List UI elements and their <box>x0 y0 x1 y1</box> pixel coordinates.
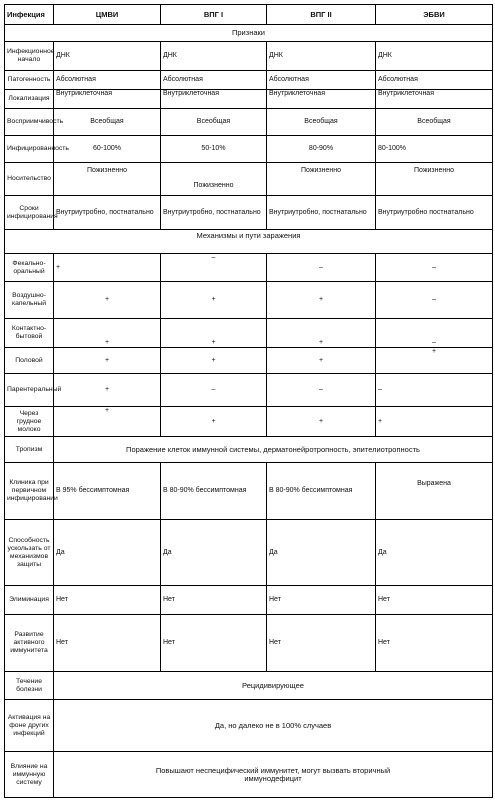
table-cell: Всеобщая <box>267 109 376 136</box>
table-row <box>5 136 493 163</box>
table-cell: 80-100% <box>376 136 493 163</box>
table-cell: Внутриутробно постнатально <box>376 196 493 230</box>
header-row <box>5 5 493 25</box>
merged-cell: Поражение клеток иммунной системы, дерматонейротропность, эпителиотропность <box>54 437 493 463</box>
table-row <box>5 700 493 752</box>
header-ebvi: ЭБВИ <box>376 5 493 25</box>
table-cell: Да <box>267 520 376 586</box>
header-infection: Инфекция <box>5 5 54 25</box>
table-row <box>5 196 493 230</box>
row-label: Патогенность <box>5 71 54 90</box>
table-cell: + <box>54 254 161 282</box>
table-cell: В 80-90% бессимптомная <box>267 463 376 520</box>
row-label: Течение болезни <box>5 672 54 700</box>
table-cell: + <box>54 319 161 348</box>
row-label: Элиминация <box>5 586 54 615</box>
row-label: Способность ускользать от механизмов защиты <box>5 520 54 586</box>
table-row <box>5 71 493 90</box>
table-cell: Выражена <box>376 463 493 520</box>
table-cell: Всеобщая <box>54 109 161 136</box>
row-label: Контактно-бытовой <box>5 319 54 348</box>
table-cell: + <box>54 407 161 437</box>
row-label: Через грудное молоко <box>5 407 54 437</box>
table-cell: Внутриутробно, постнатально <box>267 196 376 230</box>
table-row <box>5 615 493 672</box>
section-routes: Механизмы и пути заражения <box>5 230 493 254</box>
table-cell: + <box>161 348 267 374</box>
table-row <box>5 163 493 196</box>
merged-cell: Да, но далеко не в 100% случаев <box>54 700 493 752</box>
table-cell: – <box>161 254 267 282</box>
table-cell: + <box>161 407 267 437</box>
table-cell: + <box>54 348 161 374</box>
row-label: Инфицированность <box>5 136 54 163</box>
table-cell: Пожизненно <box>54 163 161 196</box>
row-label: Влияние на иммунную систему <box>5 752 54 798</box>
table-cell: 50-10% <box>161 136 267 163</box>
row-label: Восприимчивость <box>5 109 54 136</box>
table-row <box>5 319 493 348</box>
table-cell: + <box>161 319 267 348</box>
table-row <box>5 437 493 463</box>
table-cell: ДНК <box>376 42 493 71</box>
table-row <box>5 42 493 71</box>
table-cell: В 80-90% бессимптомная <box>161 463 267 520</box>
table-cell: – <box>376 319 493 348</box>
table-cell: Нет <box>161 586 267 615</box>
header-vpg1: ВПГ I <box>161 5 267 25</box>
table-cell: Да <box>54 520 161 586</box>
row-label: Парентеральный <box>5 374 54 407</box>
row-label: Развитие активного иммунитета <box>5 615 54 672</box>
table-cell: + <box>267 407 376 437</box>
table-row <box>5 407 493 437</box>
table-row <box>5 282 493 319</box>
row-label: Активация на фоне других инфекций <box>5 700 54 752</box>
row-label: Носительство <box>5 163 54 196</box>
table-cell: + <box>54 282 161 319</box>
table-cell: Внутриутробно, постнатально <box>161 196 267 230</box>
table-cell: Абсолютная <box>267 71 376 90</box>
table-cell: Да <box>161 520 267 586</box>
section-signs: Признаки <box>5 25 493 42</box>
merged-cell: Рецидивирующее <box>54 672 493 700</box>
table-cell: Нет <box>267 586 376 615</box>
comparison-table <box>4 4 493 798</box>
row-label: Локализация <box>5 90 54 109</box>
table-cell: – <box>376 374 493 407</box>
table-cell: + <box>161 282 267 319</box>
table-cell: Внутриклеточная <box>54 90 161 109</box>
table-cell: Нет <box>376 615 493 672</box>
table-cell: Пожизненно <box>267 163 376 196</box>
row-label: Инфекционное начало <box>5 42 54 71</box>
table-cell: Нет <box>267 615 376 672</box>
table-row <box>5 586 493 615</box>
table-cell: Нет <box>376 586 493 615</box>
table-cell: Нет <box>54 586 161 615</box>
table-cell: Нет <box>161 615 267 672</box>
header-cmvi: ЦМВИ <box>54 5 161 25</box>
table-cell: + <box>267 282 376 319</box>
row-label: Сроки инфицирования <box>5 196 54 230</box>
row-label: Клиника при первичном инфицировании <box>5 463 54 520</box>
table-cell: – <box>267 374 376 407</box>
table-row <box>5 90 493 109</box>
table-row <box>5 109 493 136</box>
table-cell: Абсолютная <box>54 71 161 90</box>
row-label: Воздушно-капельный <box>5 282 54 319</box>
table-row <box>5 254 493 282</box>
table-cell: – <box>376 282 493 319</box>
table-cell: Внутриутробно, постнатально <box>54 196 161 230</box>
row-label: Фекально-оральный <box>5 254 54 282</box>
table-cell: Внутриклеточная <box>161 90 267 109</box>
table-cell: Абсолютная <box>376 71 493 90</box>
table-cell: Пожизненно <box>376 163 493 196</box>
table-cell: Пожизненно <box>161 163 267 196</box>
table-cell: Внутриклеточная <box>376 90 493 109</box>
table-row <box>5 752 493 798</box>
header-vpg2: ВПГ II <box>267 5 376 25</box>
merged-cell: Повышают неспецифический иммунитет, могут вызвать вторичный иммунодефицит <box>54 752 493 798</box>
table-cell: – <box>376 254 493 282</box>
table-cell: Всеобщая <box>376 109 493 136</box>
table-cell: ДНК <box>267 42 376 71</box>
table-cell: – <box>161 374 267 407</box>
table-row <box>5 463 493 520</box>
table-cell: Нет <box>54 615 161 672</box>
table-cell: Абсолютная <box>161 71 267 90</box>
table-cell: 60-100% <box>54 136 161 163</box>
table-cell: В 95% бессимптомная <box>54 463 161 520</box>
table-row <box>5 672 493 700</box>
table-cell: ДНК <box>54 42 161 71</box>
table-cell: + <box>267 348 376 374</box>
table-row <box>5 520 493 586</box>
table-row <box>5 374 493 407</box>
table-row <box>5 348 493 374</box>
table-cell: Да <box>376 520 493 586</box>
table-cell: 80-90% <box>267 136 376 163</box>
table-cell: + <box>54 374 161 407</box>
table-cell: – <box>267 254 376 282</box>
row-label: Половой <box>5 348 54 374</box>
row-label: Тропизм <box>5 437 54 463</box>
table-cell: + <box>267 319 376 348</box>
table-cell: + <box>376 348 493 374</box>
table-cell: + <box>376 407 493 437</box>
table-cell: Внутриклеточная <box>267 90 376 109</box>
table-cell: Всеобщая <box>161 109 267 136</box>
table-cell: ДНК <box>161 42 267 71</box>
